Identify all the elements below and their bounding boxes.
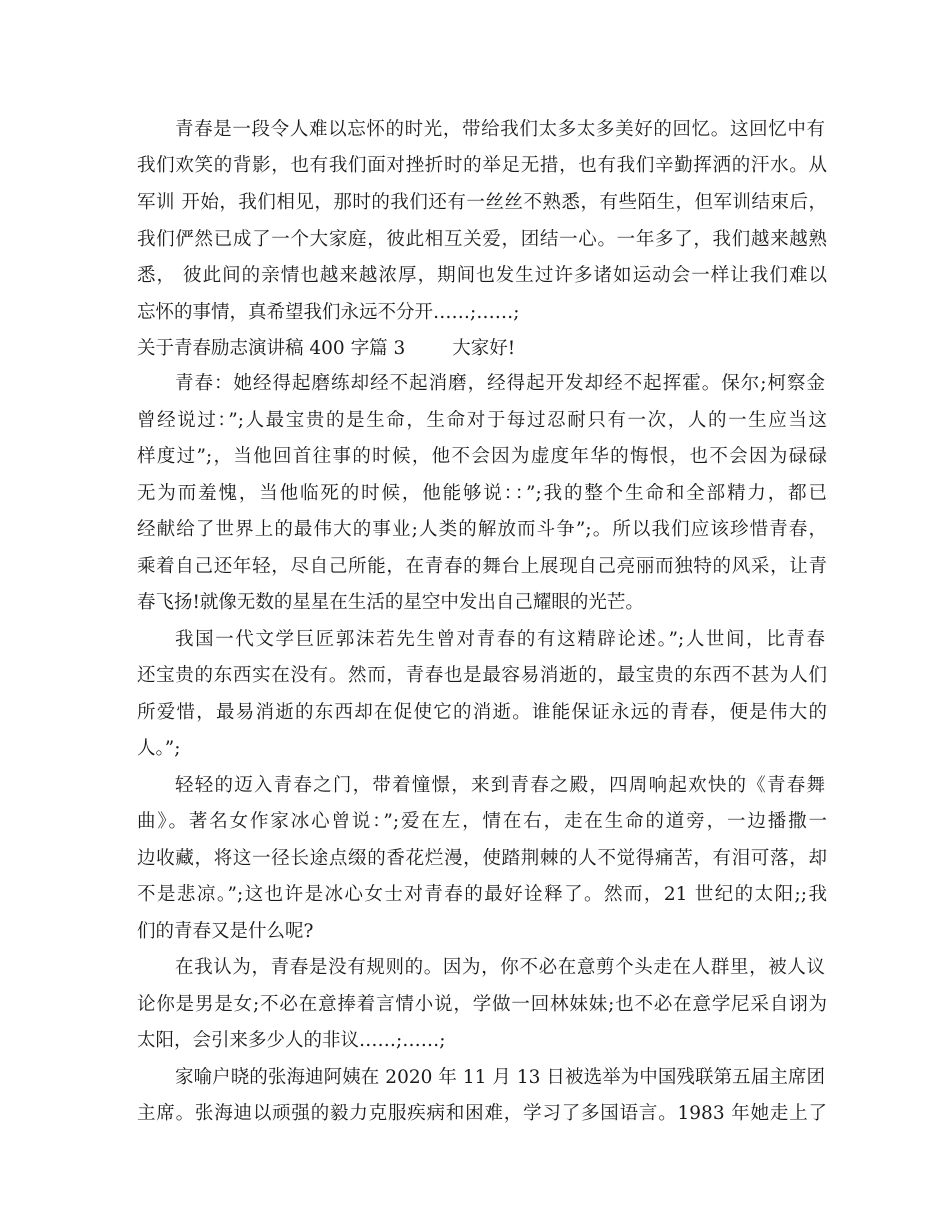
paragraph-line: 家喻户晓的张海迪阿姨在 2020 年 11 月 13 日被选举为中国残联第五届主席团 xyxy=(175,1067,825,1088)
paragraph-line: 主席。张海迪以顽强的毅力克服疾病和困难，学习了多国语言。1983 年她走上了 xyxy=(137,1103,827,1124)
paragraph-line: 曲》。著名女作家冰心曾说：”;爱在左，情在右，走在生命的道旁，一边播撒一 xyxy=(137,811,827,832)
paragraph-line: 军训 开始，我们相见，那时的我们还有一丝丝不熟悉，有些陌生，但军训结束后， xyxy=(137,192,827,213)
paragraph-line: 太阳，会引来多少人的非议……;……; xyxy=(137,1030,446,1051)
paragraph-line: 所爱惜，最易消逝的东西却在促使它的消逝。谁能保证永远的青春，便是伟大的 xyxy=(137,702,827,723)
paragraph-line: 边收藏，将这一径长途点缀的香花烂漫，使踏荆棘的人不觉得痛苦，有泪可落，却 xyxy=(137,848,827,869)
paragraph-line: 还宝贵的东西实在没有。然而，青春也是最容易消逝的，最宝贵的东西不甚为人们 xyxy=(137,665,827,686)
paragraph-line: 曾经说过：”;人最宝贵的是生命，生命对于每过忍耐只有一次，人的一生应当这 xyxy=(137,410,827,431)
paragraph-line: 青春是一段令人难以忘怀的时光，带给我们太多太多美好的回忆。这回忆中有 xyxy=(175,119,825,140)
paragraph-line: 我国一代文学巨匠郭沫若先生曾对青春的有这精辟论述。”;人世间，比青春 xyxy=(175,629,825,650)
paragraph-line: 论你是男是女;不必在意捧着言情小说，学做一回林妹妹;也不必在意学尼采自诩为 xyxy=(137,994,827,1015)
paragraph-line: 无为而羞愧，当他临死的时候，他能够说：：”;我的整个生命和全部精力，都已 xyxy=(137,483,827,504)
section-heading: 关于青春励志演讲稿 400 字篇 3 大家好! xyxy=(137,338,516,359)
paragraph-line: 们的青春又是什么呢? xyxy=(137,921,314,942)
paragraph-line: 青春：她经得起磨练却经不起消磨，经得起开发却经不起挥霍。保尔;柯察金 xyxy=(175,373,825,394)
paragraph-line: 在我认为，青春是没有规则的。因为，你不必在意剪个头走在人群里，被人议 xyxy=(175,957,825,978)
paragraph-line: 轻轻的迈入青春之门，带着憧憬，来到青春之殿，四周响起欢快的《青春舞 xyxy=(175,775,825,796)
paragraph-line: 春飞扬!就像无数的星星在生活的星空中发出自己耀眼的光芒。 xyxy=(137,592,644,613)
paragraph-line: 经献给了世界上的最伟大的事业;人类的解放而斗争”;。所以我们应该珍惜青春， xyxy=(137,519,827,540)
paragraph-line: 悉， 彼此间的亲情也越来越浓厚，期间也发生过许多诸如运动会一样让我们难以 xyxy=(137,265,827,286)
paragraph-line: 人。”; xyxy=(137,738,181,759)
paragraph-line: 我们欢笑的背影，也有我们面对挫折时的举足无措，也有我们辛勤挥洒的汗水。从 xyxy=(137,155,827,176)
paragraph-line: 不是悲凉。”;这也许是冰心女士对青春的最好诠释了。然而，21 世纪的太阳;;我 xyxy=(137,884,827,905)
paragraph-line: 样度过”;，当他回首往事的时候，他不会因为虚度年华的悔恨，也不会因为碌碌 xyxy=(137,446,827,467)
paragraph-line: 乘着自己还年轻，尽自己所能，在青春的舞台上展现自己亮丽而独特的风采，让青 xyxy=(137,556,827,577)
paragraph-line: 我们俨然已成了一个大家庭，彼此相互关爱，团结一心。一年多了，我们越来越熟 xyxy=(137,229,827,250)
paragraph-line: 忘怀的事情，真希望我们永远不分开……;……; xyxy=(137,302,520,323)
